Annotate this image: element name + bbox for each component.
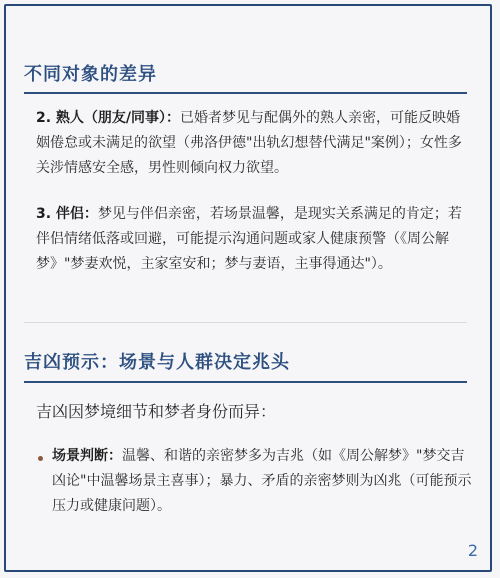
page-number: 2	[467, 541, 478, 560]
section-divider	[24, 92, 467, 94]
section-title-differences: 不同对象的差异	[24, 64, 157, 85]
section-divider	[24, 381, 467, 383]
paragraph-acquaintance	[36, 106, 474, 181]
label-acquaintance: 2. 熟人（朋友/同事）：	[36, 110, 181, 126]
text-scene-judgement: 温馨、和谐的亲密梦多为吉兆（如《周公解梦》"梦交吉凶论"中温馨场景主喜事）；暴力、矛盾的亲密梦则为凶兆（可能预示压力或健康问题）。	[52, 448, 472, 514]
bullet-dot	[38, 456, 43, 461]
text-acquaintance: 已婚者梦见与配偶外的熟人亲密，可能反映婚姻倦怠或未满足的欲望（弗洛伊德"出轨幻想替代满足"案例）；女性多关涉情感安全感，男性则倾向权力欲望。	[36, 110, 462, 176]
section-title-omens: 吉凶预示：场景与人群决定兆头	[24, 352, 290, 373]
intro-text: 吉凶因梦境细节和梦者身份而异：	[36, 402, 277, 421]
text-partner: 梦见与伴侣亲密，若场景温馨，是现实关系满足的肯定；若伴侣情绪低落或回避，可能提示沟通问题或家人健康预警（《周公解梦》"梦妻欢悦，主家室安和；梦与妻语，主事得通达"）。	[36, 206, 462, 272]
label-partner: 3. 伴侣：	[36, 206, 98, 222]
label-scene-judgement: 场景判断：	[52, 448, 122, 464]
paragraph-scene-judgement	[52, 444, 474, 519]
paragraph-partner	[36, 202, 474, 277]
section-separator	[24, 322, 467, 323]
